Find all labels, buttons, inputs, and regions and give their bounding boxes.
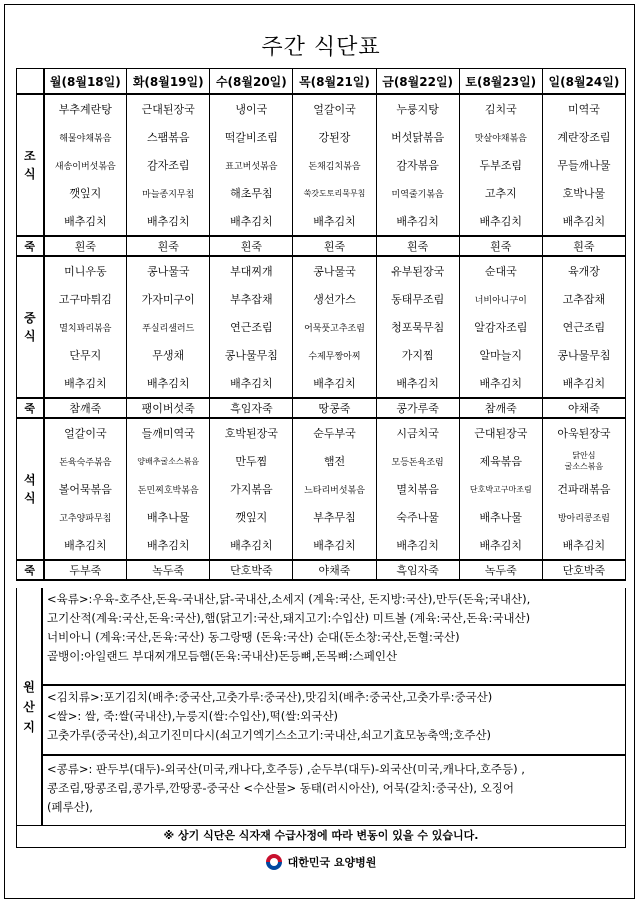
day-header-row (17, 69, 626, 95)
menu-item-row (17, 123, 626, 151)
menu-item: 콩나물국 (293, 256, 376, 285)
porridge-label: 죽 (17, 236, 44, 256)
menu-item: 스팸볶음 (127, 123, 210, 151)
menu-item: 김치국 (459, 94, 542, 123)
origin-kimchi (43, 686, 625, 756)
menu-item: 배추김치 (376, 207, 459, 236)
menu-item: 표고버섯볶음 (210, 151, 293, 179)
menu-item-row (17, 285, 626, 313)
porridge-row (17, 560, 626, 580)
meal-label: 조 식 (17, 94, 44, 236)
origin-section (16, 588, 626, 826)
menu-item: 돈민찌호박볶음 (127, 475, 210, 503)
menu-item: 깻잎지 (210, 503, 293, 531)
menu-item: 배추김치 (542, 207, 625, 236)
menu-item: 두부조림 (459, 151, 542, 179)
menu-item: 모등돈육조림 (376, 447, 459, 475)
menu-item: 미역줄기볶음 (376, 179, 459, 207)
day-header: 화(8월19일) (127, 69, 210, 95)
porridge-label: 죽 (17, 560, 44, 580)
porridge-item: 흰죽 (459, 236, 542, 256)
porridge-row (17, 398, 626, 418)
menu-item: 배추김치 (293, 369, 376, 398)
porridge-item: 흰죽 (542, 236, 625, 256)
menu-item: 떡갈비조림 (210, 123, 293, 151)
origin-label: 원 산 지 (17, 588, 43, 826)
menu-item: 제육볶음 (459, 447, 542, 475)
menu-item: 볼어묵볶음 (44, 475, 127, 503)
menu-item: 수제무짱아찌 (293, 341, 376, 369)
porridge-item: 땅콩죽 (293, 398, 376, 418)
menu-item: 계란장조림 (542, 123, 625, 151)
menu-item: 냉이국 (210, 94, 293, 123)
porridge-row (17, 236, 626, 256)
menu-item: 동태무조림 (376, 285, 459, 313)
menu-item: 해초무침 (210, 179, 293, 207)
menu-item: 부추잡채 (210, 285, 293, 313)
menu-item: 햄전 (293, 447, 376, 475)
menu-item: 돈육숙주볶음 (44, 447, 127, 475)
day-header: 일(8월24일) (542, 69, 625, 95)
porridge-item: 흰죽 (376, 236, 459, 256)
corner-cell (17, 69, 44, 95)
menu-item: 순대국 (459, 256, 542, 285)
menu-item: 들깨미역국 (127, 418, 210, 447)
menu-item: 배추나물 (459, 503, 542, 531)
menu-item: 푸실리샐러드 (127, 313, 210, 341)
menu-item: 배추김치 (459, 369, 542, 398)
porridge-item: 단호박죽 (542, 560, 625, 580)
menu-item: 배추나물 (127, 503, 210, 531)
menu-item: 고추양파무침 (44, 503, 127, 531)
menu-item: 유부된장국 (376, 256, 459, 285)
porridge-item: 흰죽 (293, 236, 376, 256)
day-header: 수(8월20일) (210, 69, 293, 95)
menu-item: 고추잡채 (542, 285, 625, 313)
menu-item: 연근조림 (210, 313, 293, 341)
menu-item: 부추계란탕 (44, 94, 127, 123)
menu-item: 순두부국 (293, 418, 376, 447)
origin-beans (43, 756, 625, 826)
origin-line: (페루산), (47, 800, 93, 814)
menu-item: 마늘종지무침 (127, 179, 210, 207)
porridge-item: 두부죽 (44, 560, 127, 580)
day-header: 금(8월22일) (376, 69, 459, 95)
notice-text: ※ 상기 식단은 식자재 수급사정에 따라 변동이 있을 수 있습니다. (16, 826, 626, 848)
origin-line: 고기산적(계육:국산,돈육:국산),햄(닭고기:국산,돼지고기:수입산) 미트볼 (계육:국산,돈육:국내산) (47, 611, 531, 625)
menu-item: 양배추굴소스볶음 (127, 447, 210, 475)
menu-item: 배추김치 (459, 207, 542, 236)
menu-item: 근대된장국 (459, 418, 542, 447)
menu-item: 배추김치 (376, 369, 459, 398)
menu-item: 배추김치 (210, 207, 293, 236)
origin-line: 골뱅이:아일랜드 부대찌개모듬햄(돈육:국내산)돈등뼈,돈목뼈:스페인산 (47, 649, 398, 663)
porridge-item: 참깨죽 (44, 398, 127, 418)
menu-item: 가자미구이 (127, 285, 210, 313)
porridge-item: 야채죽 (293, 560, 376, 580)
origin-line: <쌀>: 쌀, 죽:쌀(국내산),누룽지(쌀:수입산),떡(쌀:외국산) (47, 709, 339, 723)
menu-item: 느타리버섯볶음 (293, 475, 376, 503)
menu-item: 청포묵무침 (376, 313, 459, 341)
menu-item: 얼갈이국 (293, 94, 376, 123)
porridge-item: 흑임자죽 (376, 560, 459, 580)
menu-item-row (17, 503, 626, 531)
porridge-item: 흰죽 (44, 236, 127, 256)
origin-meat (43, 588, 625, 686)
menu-item: 생선가스 (293, 285, 376, 313)
menu-item: 배추김치 (542, 531, 625, 560)
menu-item-row (17, 256, 626, 285)
menu-item: 연근조림 (542, 313, 625, 341)
day-header: 목(8월21일) (293, 69, 376, 95)
day-header: 월(8월18일) (44, 69, 127, 95)
menu-item: 얼갈이국 (44, 418, 127, 447)
menu-item-row (17, 313, 626, 341)
menu-item: 버섯닭볶음 (376, 123, 459, 151)
menu-item: 숙주나물 (376, 503, 459, 531)
origin-line: <콩류>: 판두부(대두)-외국산(미국,캐나다,호주등) ,순두부(대두)-외국산(미국,캐나다,호주등) , (47, 762, 525, 776)
menu-item: 멸치꽈리볶음 (44, 313, 127, 341)
menu-item: 멸치볶음 (376, 475, 459, 503)
menu-item: 배추김치 (459, 531, 542, 560)
menu-item: 배추김치 (542, 369, 625, 398)
menu-item: 알감자조림 (459, 313, 542, 341)
meal-label: 석 식 (17, 418, 44, 560)
taegeuk-logo-icon (266, 854, 282, 870)
menu-item: 맛살야채볶음 (459, 123, 542, 151)
menu-item: 배추김치 (210, 369, 293, 398)
menu-item: 강된장 (293, 123, 376, 151)
menu-item: 콩나물무침 (542, 341, 625, 369)
menu-item-row (17, 418, 626, 447)
menu-item: 누룽지탕 (376, 94, 459, 123)
menu-item: 배추김치 (127, 369, 210, 398)
menu-item: 미역국 (542, 94, 625, 123)
menu-item: 닭안심 굴소스볶음 (542, 447, 625, 475)
menu-item: 배추김치 (293, 207, 376, 236)
menu-item: 알마늘지 (459, 341, 542, 369)
menu-item-row (17, 151, 626, 179)
origin-line: 너비아니 (계육:국산,돈육:국산) 동그랑땡 (돈육:국산) 순대(돈소창:국산,돈혈:국산) (47, 630, 460, 644)
hospital-name: 대한민국 요양병원 (287, 856, 377, 869)
menu-item: 육개장 (542, 256, 625, 285)
porridge-item: 야채죽 (542, 398, 625, 418)
menu-item: 콩나물무침 (210, 341, 293, 369)
porridge-item: 녹두죽 (459, 560, 542, 580)
porridge-item: 단호박죽 (210, 560, 293, 580)
menu-item: 배추김치 (44, 369, 127, 398)
porridge-item: 팽이버섯죽 (127, 398, 210, 418)
menu-item: 배추김치 (127, 531, 210, 560)
menu-item: 쑥갓도토리묵무침 (293, 179, 376, 207)
menu-item-row (17, 179, 626, 207)
porridge-item: 흰죽 (210, 236, 293, 256)
menu-item: 너비아니구이 (459, 285, 542, 313)
menu-item: 단호박고구마조림 (459, 475, 542, 503)
menu-item: 시금치국 (376, 418, 459, 447)
menu-item: 부추무침 (293, 503, 376, 531)
porridge-item: 참깨죽 (459, 398, 542, 418)
origin-line: <김치류>:포기김치(배추:중국산,고춧가루:중국산),맛김치(배추:중국산,고춧가루:중국산) (47, 690, 493, 704)
menu-item: 만두찜 (210, 447, 293, 475)
menu-item: 배추김치 (210, 531, 293, 560)
menu-item-row (17, 475, 626, 503)
menu-body (17, 94, 626, 580)
menu-item: 미니우동 (44, 256, 127, 285)
menu-item: 배추김치 (44, 531, 127, 560)
menu-item: 무들깨나물 (542, 151, 625, 179)
menu-item: 배추김치 (376, 531, 459, 560)
menu-item: 배추김치 (293, 531, 376, 560)
menu-item-row (17, 341, 626, 369)
menu-item: 배추김치 (127, 207, 210, 236)
origin-line: 고춧가루(중국산),쇠고기진미다시(쇠고기엑기스소고기:국내산,쇠고기효모농축액;호주산) (47, 728, 492, 742)
menu-table (16, 68, 626, 581)
porridge-item: 흑임자죽 (210, 398, 293, 418)
menu-item: 호박나물 (542, 179, 625, 207)
menu-item-row (17, 207, 626, 236)
origin-line: <육류>:우육-호주산,돈육-국내산,닭-국내산,소세지 (계육:국산, 돈지방:국산),만두(돈육;국내산), (47, 592, 531, 606)
origin-line: 콩조림,땅콩조림,콩가루,깐땅콩-중국산 <수산물> 동태(러시아산), 어묵(갈치:중국산), 오징어 (47, 781, 514, 795)
menu-item: 무생채 (127, 341, 210, 369)
porridge-item: 녹두죽 (127, 560, 210, 580)
menu-item: 고구마튀김 (44, 285, 127, 313)
menu-item-row (17, 369, 626, 398)
menu-item: 호박된장국 (210, 418, 293, 447)
menu-item-row (17, 94, 626, 123)
menu-item: 고추지 (459, 179, 542, 207)
menu-item: 아욱된장국 (542, 418, 625, 447)
menu-item: 근대된장국 (127, 94, 210, 123)
menu-item: 깻잎지 (44, 179, 127, 207)
menu-item: 건파래볶음 (542, 475, 625, 503)
menu-item: 감자볶음 (376, 151, 459, 179)
porridge-item: 콩가루죽 (376, 398, 459, 418)
meal-label: 중 식 (17, 256, 44, 398)
porridge-label: 죽 (17, 398, 44, 418)
menu-item-row (17, 531, 626, 560)
menu-item: 콩나물국 (127, 256, 210, 285)
menu-item: 어묵풋고추조림 (293, 313, 376, 341)
page-title: 주간 식단표 (261, 35, 381, 60)
menu-item: 배추김치 (44, 207, 127, 236)
menu-item: 단무지 (44, 341, 127, 369)
menu-item: 가지볶음 (210, 475, 293, 503)
menu-item: 새송이버섯볶음 (44, 151, 127, 179)
day-header: 토(8월23일) (459, 69, 542, 95)
menu-item: 해물야채볶음 (44, 123, 127, 151)
menu-item: 가지찜 (376, 341, 459, 369)
menu-item: 부대찌개 (210, 256, 293, 285)
footer (0, 852, 642, 872)
menu-item-row (17, 447, 626, 475)
menu-item: 돈채김치볶음 (293, 151, 376, 179)
porridge-item: 흰죽 (127, 236, 210, 256)
menu-item: 방아리콩조림 (542, 503, 625, 531)
menu-item: 감자조림 (127, 151, 210, 179)
